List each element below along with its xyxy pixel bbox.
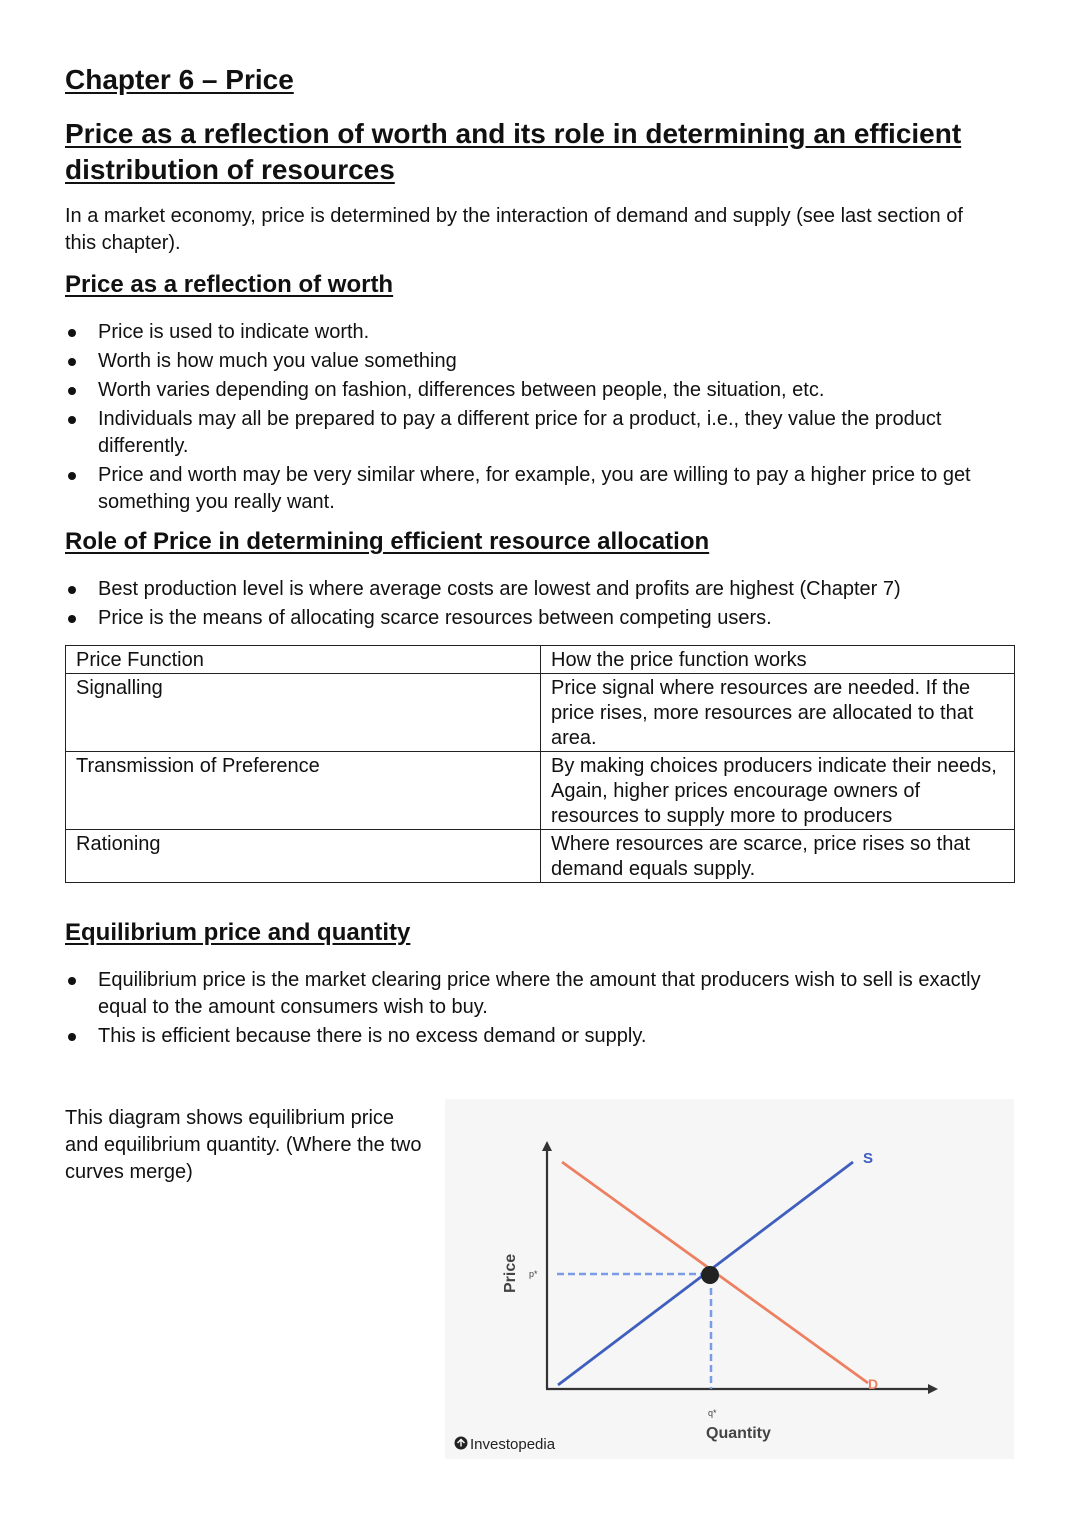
p-star-label: p* [529,1269,538,1279]
heading-price-reflection-of-worth: Price as a reflection of worth [65,271,394,298]
list-item: Equilibrium price is the market clearing price where the amount that producers wish to sell is exactly equal to the amount consumers wish to buy. [65,967,1020,1021]
chapter-title: Chapter 6 – Price [65,64,294,95]
table-row [66,674,1015,752]
list-item: Worth varies depending on fashion, differences between people, the situation, etc. [65,377,1020,404]
intro-paragraph: In a market economy, price is determined by the interaction of demand and supply (see last section of this chapter). [65,205,963,254]
demand-label: D [868,1376,879,1392]
equilibrium-bullet-list [65,967,1020,1052]
worth-bullet-list [65,319,1020,518]
heading-equilibrium: Equilibrium price and quantity [65,919,411,946]
table-cell: Where resources are scarce, price rises so that demand equals supply. [541,830,1015,883]
list-item: Price is the means of allocating scarce resources between competing users. [65,605,1020,632]
diagram-svg [445,1099,1014,1459]
table-row [66,752,1015,830]
table-cell: Price signal where resources are needed. If the price rises, more resources are allocated to that area. [541,674,1015,752]
x-axis-label: Quantity [706,1425,771,1442]
supply-demand-diagram [445,1099,1014,1459]
y-axis-label: Price [502,1253,519,1293]
table-row [66,830,1015,883]
table-cell: By making choices producers indicate their needs, Again, higher prices encourage owners of resources to supply more to producers [541,752,1015,830]
table-cell: Signalling [66,674,541,752]
list-item: Individuals may all be prepared to pay a different price for a product, i.e., they value the product differently. [65,406,1020,460]
list-item: Price and worth may be very similar where, for example, you are willing to pay a higher price to get something you really want. [65,462,1020,516]
role-bullet-list [65,576,1020,634]
q-star-label: q* [708,1408,717,1418]
section-title-price-worth-efficiency: Price as a reflection of worth and its role in determining an efficient distribution of resources [65,118,962,185]
list-item: This is efficient because there is no excess demand or supply. [65,1023,1020,1050]
equilibrium-point [701,1266,719,1284]
table-header-row [66,646,1015,674]
diagram-caption: This diagram shows equilibrium price and equilibrium quantity. (Where the two curves merge) [65,1107,422,1183]
price-function-table [65,645,1015,883]
table-cell: Rationing [66,830,541,883]
list-item: Price is used to indicate worth. [65,319,1020,346]
investopedia-brand: Investopedia [470,1436,556,1453]
table-cell: Transmission of Preference [66,752,541,830]
table-header-cell: Price Function [66,646,541,674]
list-item: Best production level is where average costs are lowest and profits are highest (Chapter 7) [65,576,1020,603]
heading-role-of-price: Role of Price in determining efficient resource allocation [65,528,710,555]
list-item: Worth is how much you value something [65,348,1020,375]
supply-label: S [863,1150,874,1167]
table-header-cell: How the price function works [541,646,1015,674]
